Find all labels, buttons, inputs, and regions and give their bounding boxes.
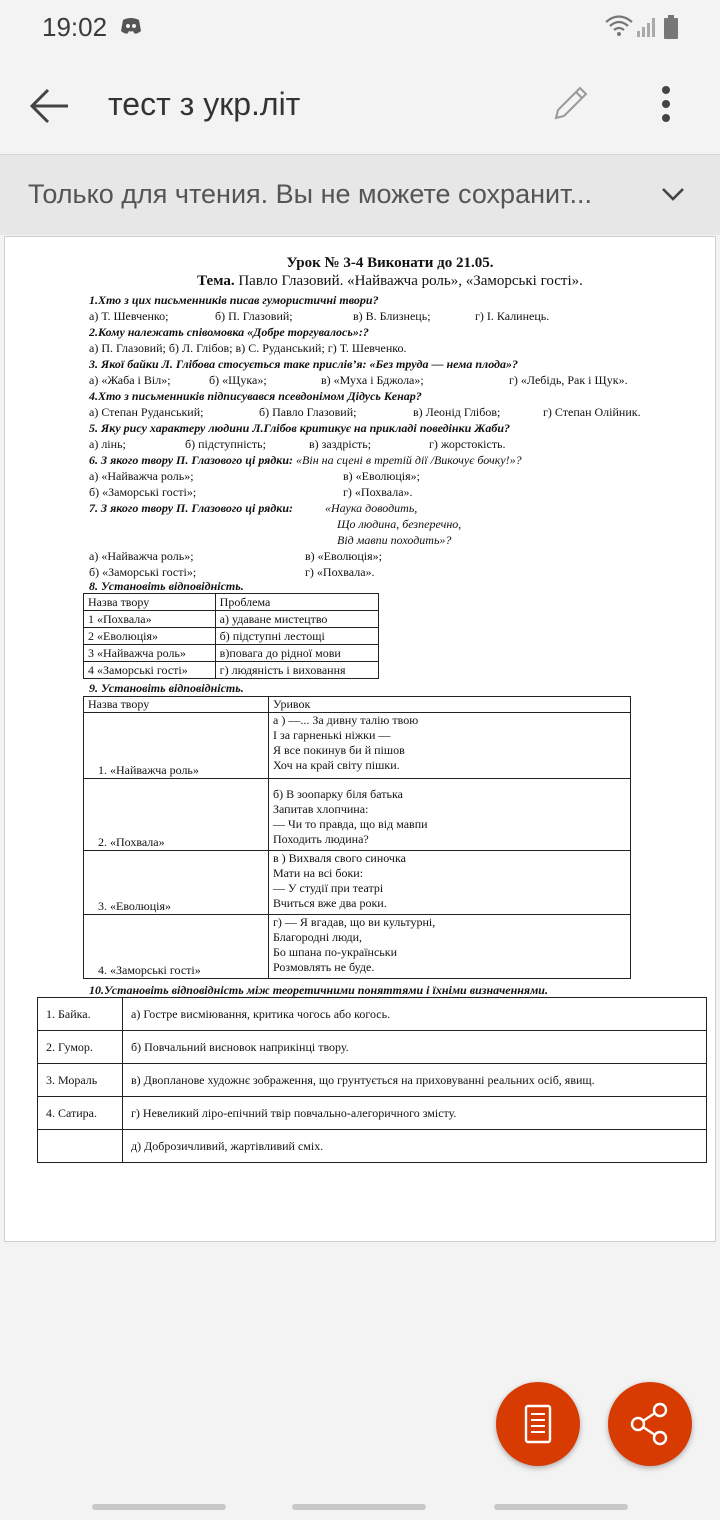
table-header-row: Назва твору Проблема [84,594,379,611]
answer-option: а) «Найважча роль»; [89,469,194,483]
table-row: д) Доброзичливий, жартівливий сміх. [38,1130,707,1163]
table-row: 2 «Еволюція» б) підступні лестощі [84,628,379,645]
nav-handle[interactable] [494,1504,628,1510]
quote-line: Від мавпи походить»? [337,533,452,547]
chevron-down-icon[interactable] [660,185,686,208]
table-header-row: Назва твору Уривок [84,697,631,713]
arrow-left-icon [28,86,72,126]
table-row: 1 «Похвала» а) удаване мистецтво [84,611,379,628]
question-6: 6. З якого твору П. Глазового ці рядки: «Він на сцені в третій дії /Викочує бочку!»? [89,453,522,467]
quote-line: Що людина, безперечно, [337,517,462,531]
answer-option: в) «Муха і Бджола»; [321,373,424,387]
table-row: 2. Гумор. б) Повчальний висновок наприкінці твору. [38,1031,707,1064]
question-7: 7. З якого твору П. Глазового ці рядки: [89,501,294,515]
answer-option: б) підступність; [185,437,266,451]
document-icon [496,1382,580,1466]
document-title: тест з укр.літ [108,86,301,122]
answer-option: б) «Заморські гості»; [89,565,197,579]
answer-option: в) заздрість; [309,437,372,451]
status-time: 19:02 [42,12,108,42]
topic-heading: Тема. Павло Глазовий. «Найважча роль», «Заморські гості». [197,273,583,289]
nav-handle[interactable] [292,1504,426,1510]
question-3: 3. Якої байки Л. Глібова стосується таке прислів’я: «Без труда — нема плода»? [89,357,518,371]
answer-option: в) В. Близнець; [353,309,431,323]
answer-option: в) Леонід Глібов; [413,405,501,419]
table-row: 3. «Еволюція» в ) Вихваля свого синочка Мати на всі боки: — У студії при театрі Вчиться вже два роки. [84,851,631,915]
answer-option: в) «Еволюція»; [305,549,382,563]
wifi-icon [604,14,634,45]
table-row: 1. «Найважча роль» а ) —... За дивну талію твою І за гарненькі ніжки — Я все покинув би й пішов Хоч на край світу пішки. [84,713,631,779]
answer-option: г) «Похвала». [305,565,375,579]
answer-option: г) «Похвала». [343,485,413,499]
table-row: 4. «Заморські гості» г) — Я вгадав, що ви культурні, Благородні люди, Бо шпана по-українськи Розмовлять не буде. [84,915,631,979]
answer-option: а) «Жаба і Віл»; [89,373,171,387]
answer-option: г) Степан Олійник. [543,405,641,419]
answer-option: б) П. Глазовий; [215,309,293,323]
question-2: 2.Кому належать співомовка «Добре торгувалось»:? [89,325,369,339]
read-only-text: Только для чтения. Вы не можете сохранит... [28,179,592,209]
share-icon [608,1382,692,1466]
document-page [4,236,716,1242]
reading-view-button[interactable] [496,1382,580,1466]
matching-table-10 [37,997,707,1163]
answer-option: а) Степан Руданський; [89,405,204,419]
question-10: 10.Установіть відповідність між теоретичними поняттями і їхніми визначеннями. [89,983,548,997]
question-1: 1.Хто з цих письменників писав гумористичні твори? [89,293,379,307]
answer-option: г) жорстокість. [429,437,506,451]
back-button[interactable] [28,86,72,131]
question-5: 5. Яку рису характеру людини Л.Глібов критикує на прикладі поведінки Жаби? [89,421,510,435]
status-bar [0,0,720,56]
battery-icon [662,14,680,45]
more-vertical-icon [654,84,678,128]
answer-option: а) «Найважча роль»; [89,549,194,563]
answer-option: а) лінь; [89,437,126,451]
answer-option: б) «Щука»; [209,373,267,387]
question-8: 8. Установіть відповідність. [89,579,244,593]
table-row: 3 «Найважча роль» в)повага до рідної мови [84,645,379,662]
answer-option: г) І. Калинець. [475,309,550,323]
answer-option: б) «Заморські гості»; [89,485,197,499]
table-row: 4. Сатира. г) Невеликий ліро-епічний твір повчально-алегоричного змісту. [38,1097,707,1130]
matching-table-8 [83,593,379,679]
table-row: 4 «Заморські гості» г) людяність і виховання [84,662,379,679]
table-row: 3. Мораль в) Двопланове художнє зображення, що грунтується на приховуванні реальних осіб, явищ. [38,1064,707,1097]
question-4: 4.Хто з письменників підписувався псевдонімом Дідусь Кенар? [89,389,422,403]
nav-handle[interactable] [92,1504,226,1510]
app-bar [0,56,720,154]
answer-option: г) «Лебідь, Рак і Щук». [509,373,628,387]
share-button[interactable] [608,1382,692,1466]
matching-table-9 [83,696,631,979]
pencil-icon [548,82,592,126]
edit-button[interactable] [548,82,592,131]
signal-icon [636,16,658,43]
read-only-banner[interactable] [0,154,720,235]
table-row: 1. Байка. а) Гостре висміювання, критика чогось або когось. [38,998,707,1031]
lesson-heading: Урок № 3-4 Виконати до 21.05. [286,255,494,271]
discord-icon [120,16,142,41]
answer-options: а) П. Глазовий; б) Л. Глібов; в) С. Руданський; г) Т. Шевченко. [89,341,407,355]
question-9: 9. Установіть відповідність. [89,681,244,695]
answer-option: б) Павло Глазовий; [259,405,357,419]
gesture-nav-bar [0,1492,720,1520]
answer-option: в) «Еволюція»; [343,469,420,483]
answer-option: а) Т. Шевченко; [89,309,169,323]
quote-line: «Наука доводить, [325,501,418,515]
more-options-button[interactable] [654,84,678,133]
table-row: 2. «Похвала» б) В зоопарку біля батька Запитав хлопчина: — Чи то правда, що від мавпи Походить людина? [84,779,631,851]
